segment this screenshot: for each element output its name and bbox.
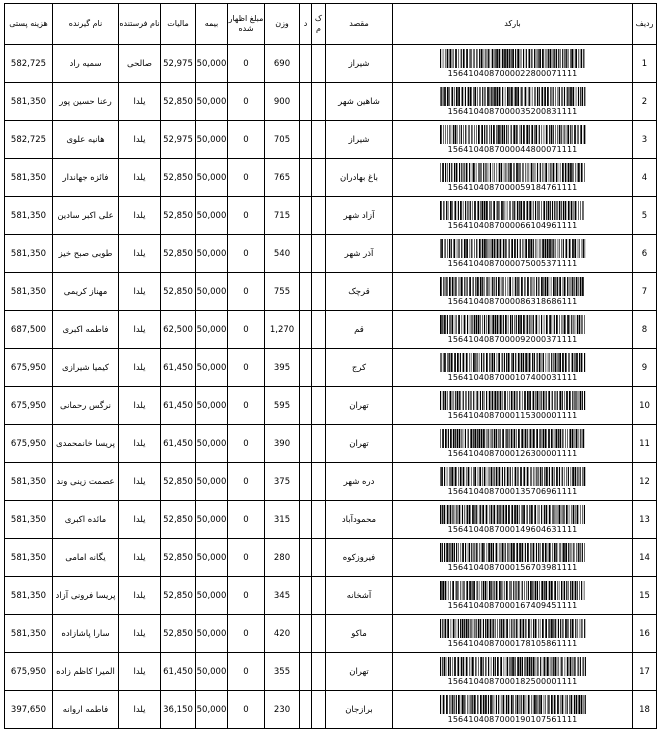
insurance-cell: 50,000 [196,501,228,539]
barcode-number: 1564104087000044800071111 [447,144,578,154]
barcode-bars-icon [440,505,586,524]
d-cell [300,387,312,425]
barcode-cell [393,45,633,83]
d-cell [300,577,312,615]
barcode-number: 1564104087000149604631111 [447,524,578,534]
table-row [5,121,657,159]
weight-cell: 280 [265,539,300,577]
weight-cell: 755 [265,273,300,311]
postage-cell: 581,350 [5,83,53,121]
barcode-cell [393,539,633,577]
declared-value-cell: 0 [228,83,265,121]
postage-cell: 582,725 [5,121,53,159]
row-number-cell: 17 [633,653,657,691]
insurance-cell: 50,000 [196,311,228,349]
declared-value-cell: 0 [228,539,265,577]
shipment-table [4,3,657,729]
barcode-cell [393,349,633,387]
header-barcode: بارکد [393,4,633,45]
sender-cell: یلدا [119,311,161,349]
weight-cell: 390 [265,425,300,463]
row-number-cell: 11 [633,425,657,463]
d-cell [300,235,312,273]
d-cell [300,539,312,577]
barcode-cell [393,691,633,729]
postage-cell: 581,350 [5,539,53,577]
tax-cell: 52,850 [161,539,196,577]
manifest-sheet [4,3,654,729]
d-cell [300,349,312,387]
destination-cell: شاهین شهر [326,83,393,121]
barcode-bars-icon [440,163,586,182]
barcode-number: 1564104087000190107561111 [447,714,578,724]
destination-cell: تهران [326,387,393,425]
header-km: ک م [312,4,326,45]
table-row [5,539,657,577]
insurance-cell: 50,000 [196,653,228,691]
d-cell [300,197,312,235]
table-row [5,653,657,691]
barcode-cell [393,121,633,159]
d-cell [300,273,312,311]
recipient-cell: مائده اکبری [53,501,119,539]
table-row [5,387,657,425]
barcode-number: 1564104087000178105861111 [447,638,578,648]
weight-cell: 420 [265,615,300,653]
sender-cell: یلدا [119,653,161,691]
barcode-cell [393,197,633,235]
sender-cell: یلدا [119,501,161,539]
recipient-cell: فائزه جهاندار [53,159,119,197]
table-row [5,577,657,615]
recipient-cell: علی اکبر سادین [53,197,119,235]
recipient-cell: رعنا حسین پور [53,83,119,121]
barcode-number: 1564104087000035200831111 [447,106,578,116]
barcode-number: 1564104087000059184761111 [447,182,578,192]
sender-cell: یلدا [119,463,161,501]
table-row [5,349,657,387]
declared-value-cell: 0 [228,387,265,425]
barcode-bars-icon [440,315,586,334]
declared-value-cell: 0 [228,45,265,83]
destination-cell: تهران [326,425,393,463]
destination-cell: ماکو [326,615,393,653]
d-cell [300,501,312,539]
destination-cell: قرچک [326,273,393,311]
weight-cell: 690 [265,45,300,83]
declared-value-cell: 0 [228,349,265,387]
recipient-cell: سمیه راد [53,45,119,83]
table-body [5,45,657,729]
sender-cell: یلدا [119,159,161,197]
table-row [5,197,657,235]
km-cell [312,349,326,387]
insurance-cell: 50,000 [196,539,228,577]
destination-cell: فیروزکوه [326,539,393,577]
declared-value-cell: 0 [228,159,265,197]
km-cell [312,539,326,577]
insurance-cell: 50,000 [196,425,228,463]
postage-cell: 675,950 [5,653,53,691]
postage-cell: 581,350 [5,615,53,653]
sender-cell: یلدا [119,539,161,577]
table-row [5,83,657,121]
header-sender: نام فرستنده [119,4,161,45]
recipient-cell: سارا پاشازاده [53,615,119,653]
barcode-cell [393,387,633,425]
destination-cell: آشخانه [326,577,393,615]
weight-cell: 355 [265,653,300,691]
barcode-cell [393,501,633,539]
barcode-bars-icon [440,353,586,372]
insurance-cell: 50,000 [196,387,228,425]
barcode-bars-icon [440,87,586,106]
declared-value-cell: 0 [228,425,265,463]
weight-cell: 900 [265,83,300,121]
sender-cell: یلدا [119,83,161,121]
barcode-cell [393,311,633,349]
tax-cell: 61,450 [161,425,196,463]
postage-cell: 675,950 [5,349,53,387]
barcode-bars-icon [440,429,586,448]
tax-cell: 62,500 [161,311,196,349]
km-cell [312,121,326,159]
postage-cell: 675,950 [5,387,53,425]
tax-cell: 52,850 [161,501,196,539]
weight-cell: 540 [265,235,300,273]
destination-cell: شیراز [326,121,393,159]
recipient-cell: عصمت زینی وند [53,463,119,501]
insurance-cell: 50,000 [196,615,228,653]
recipient-cell: فاطمه اکبری [53,311,119,349]
declared-value-cell: 0 [228,691,265,729]
tax-cell: 52,850 [161,159,196,197]
weight-cell: 765 [265,159,300,197]
barcode-cell [393,273,633,311]
km-cell [312,615,326,653]
recipient-cell: نرگس رحمانی [53,387,119,425]
insurance-cell: 50,000 [196,577,228,615]
postage-cell: 581,350 [5,501,53,539]
postage-cell: 581,350 [5,463,53,501]
km-cell [312,577,326,615]
weight-cell: 1,270 [265,311,300,349]
barcode-cell [393,615,633,653]
destination-cell: آزاد شهر [326,197,393,235]
barcode-bars-icon [440,581,586,600]
barcode-number: 1564104087000156703981111 [447,562,578,572]
recipient-cell: یگانه امامی [53,539,119,577]
barcode-cell [393,653,633,691]
row-number-cell: 7 [633,273,657,311]
barcode-number: 1564104087000075005371111 [447,258,578,268]
d-cell [300,311,312,349]
row-number-cell: 2 [633,83,657,121]
tax-cell: 52,850 [161,273,196,311]
barcode-cell [393,577,633,615]
km-cell [312,311,326,349]
barcode-number: 1564104087000022800071111 [447,68,578,78]
row-number-cell: 10 [633,387,657,425]
postage-cell: 581,350 [5,577,53,615]
insurance-cell: 50,000 [196,349,228,387]
table-row [5,501,657,539]
barcode-cell [393,463,633,501]
barcode-number: 1564104087000167409451111 [447,600,578,610]
table-row [5,45,657,83]
barcode-number: 1564104087000107400031111 [447,372,578,382]
table-row [5,463,657,501]
declared-value-cell: 0 [228,653,265,691]
row-number-cell: 9 [633,349,657,387]
insurance-cell: 50,000 [196,159,228,197]
sender-cell: یلدا [119,577,161,615]
sender-cell: یلدا [119,615,161,653]
recipient-cell: فاطمه اروانه [53,691,119,729]
barcode-bars-icon [440,391,586,410]
sender-cell: یلدا [119,121,161,159]
d-cell [300,45,312,83]
postage-cell: 581,350 [5,273,53,311]
d-cell [300,83,312,121]
tax-cell: 52,850 [161,577,196,615]
destination-cell: آذر شهر [326,235,393,273]
tax-cell: 61,450 [161,387,196,425]
recipient-cell: پریسا فرونی آزاد [53,577,119,615]
sender-cell: صالحی [119,45,161,83]
d-cell [300,615,312,653]
weight-cell: 315 [265,501,300,539]
km-cell [312,273,326,311]
destination-cell: تهران [326,653,393,691]
barcode-bars-icon [440,239,586,258]
km-cell [312,463,326,501]
header-tax: مالیات [161,4,196,45]
d-cell [300,463,312,501]
row-number-cell: 3 [633,121,657,159]
postage-cell: 687,500 [5,311,53,349]
barcode-bars-icon [440,201,586,220]
barcode-cell [393,83,633,121]
row-number-cell: 4 [633,159,657,197]
barcode-bars-icon [440,543,586,562]
sender-cell: یلدا [119,425,161,463]
table-row [5,273,657,311]
row-number-cell: 5 [633,197,657,235]
table-row [5,159,657,197]
declared-value-cell: 0 [228,121,265,159]
declared-value-cell: 0 [228,273,265,311]
insurance-cell: 50,000 [196,45,228,83]
postage-cell: 581,350 [5,235,53,273]
insurance-cell: 50,000 [196,235,228,273]
barcode-number: 1564104087000115300001111 [447,410,578,420]
insurance-cell: 50,000 [196,273,228,311]
row-number-cell: 6 [633,235,657,273]
header-insurance: بیمه [196,4,228,45]
recipient-cell: مهناز کریمی [53,273,119,311]
row-number-cell: 18 [633,691,657,729]
weight-cell: 345 [265,577,300,615]
row-number-cell: 12 [633,463,657,501]
tax-cell: 52,850 [161,235,196,273]
insurance-cell: 50,000 [196,121,228,159]
d-cell [300,653,312,691]
header-weight: وزن [265,4,300,45]
header-d: د [300,4,312,45]
sender-cell: یلدا [119,197,161,235]
declared-value-cell: 0 [228,235,265,273]
declared-value-cell: 0 [228,311,265,349]
header-postage: هزینه پستی [5,4,53,45]
destination-cell: کرج [326,349,393,387]
barcode-bars-icon [440,695,586,714]
tax-cell: 52,850 [161,615,196,653]
barcode-number: 1564104087000086318686111 [447,296,578,306]
tax-cell: 52,850 [161,197,196,235]
sender-cell: یلدا [119,387,161,425]
insurance-cell: 50,000 [196,197,228,235]
tax-cell: 52,850 [161,83,196,121]
barcode-number: 1564104087000182500001111 [447,676,578,686]
weight-cell: 230 [265,691,300,729]
table-row [5,615,657,653]
barcode-bars-icon [440,619,586,638]
sender-cell: یلدا [119,235,161,273]
table-row [5,691,657,729]
postage-cell: 675,950 [5,425,53,463]
destination-cell: محمودآباد [326,501,393,539]
km-cell [312,387,326,425]
barcode-cell [393,425,633,463]
row-number-cell: 16 [633,615,657,653]
d-cell [300,121,312,159]
sender-cell: یلدا [119,349,161,387]
km-cell [312,691,326,729]
destination-cell: شیراز [326,45,393,83]
tax-cell: 52,975 [161,121,196,159]
row-number-cell: 8 [633,311,657,349]
d-cell [300,691,312,729]
recipient-cell: هانیه علوی [53,121,119,159]
header-row-number: ردیف [633,4,657,45]
sender-cell: یلدا [119,691,161,729]
barcode-bars-icon [440,49,586,68]
weight-cell: 705 [265,121,300,159]
km-cell [312,501,326,539]
postage-cell: 397,650 [5,691,53,729]
destination-cell: دره شهر [326,463,393,501]
barcode-bars-icon [440,125,586,144]
tax-cell: 52,975 [161,45,196,83]
postage-cell: 581,350 [5,159,53,197]
barcode-number: 1564104087000092000371111 [447,334,578,344]
header-row [5,4,657,45]
km-cell [312,159,326,197]
table-row [5,235,657,273]
barcode-bars-icon [440,467,586,486]
barcode-number: 1564104087000126300001111 [447,448,578,458]
destination-cell: برازجان [326,691,393,729]
recipient-cell: پریسا خانمحمدی [53,425,119,463]
km-cell [312,45,326,83]
declared-value-cell: 0 [228,577,265,615]
row-number-cell: 14 [633,539,657,577]
km-cell [312,235,326,273]
declared-value-cell: 0 [228,463,265,501]
table-row [5,311,657,349]
header-destination: مقصد [326,4,393,45]
km-cell [312,83,326,121]
destination-cell: قم [326,311,393,349]
barcode-cell [393,235,633,273]
destination-cell: باغ بهادران [326,159,393,197]
insurance-cell: 50,000 [196,83,228,121]
table-row [5,425,657,463]
weight-cell: 595 [265,387,300,425]
barcode-number: 1564104087000066104961111 [447,220,578,230]
row-number-cell: 13 [633,501,657,539]
header-recipient: نام گیرنده [53,4,119,45]
km-cell [312,197,326,235]
recipient-cell: طوبی صبح خیز [53,235,119,273]
barcode-bars-icon [440,657,586,676]
row-number-cell: 15 [633,577,657,615]
postage-cell: 581,350 [5,197,53,235]
tax-cell: 36,150 [161,691,196,729]
declared-value-cell: 0 [228,615,265,653]
insurance-cell: 50,000 [196,691,228,729]
declared-value-cell: 0 [228,197,265,235]
recipient-cell: المیرا کاظم زاده [53,653,119,691]
barcode-cell [393,159,633,197]
insurance-cell: 50,000 [196,463,228,501]
weight-cell: 395 [265,349,300,387]
barcode-number: 1564104087000135706961111 [447,486,578,496]
d-cell [300,425,312,463]
d-cell [300,159,312,197]
km-cell [312,653,326,691]
tax-cell: 61,450 [161,349,196,387]
tax-cell: 61,450 [161,653,196,691]
km-cell [312,425,326,463]
weight-cell: 375 [265,463,300,501]
sender-cell: یلدا [119,273,161,311]
weight-cell: 715 [265,197,300,235]
row-number-cell: 1 [633,45,657,83]
header-declared-value: مبلغ اظهار شده [228,4,265,45]
recipient-cell: کیمیا شیرازی [53,349,119,387]
postage-cell: 582,725 [5,45,53,83]
barcode-bars-icon [440,277,586,296]
tax-cell: 52,850 [161,463,196,501]
declared-value-cell: 0 [228,501,265,539]
